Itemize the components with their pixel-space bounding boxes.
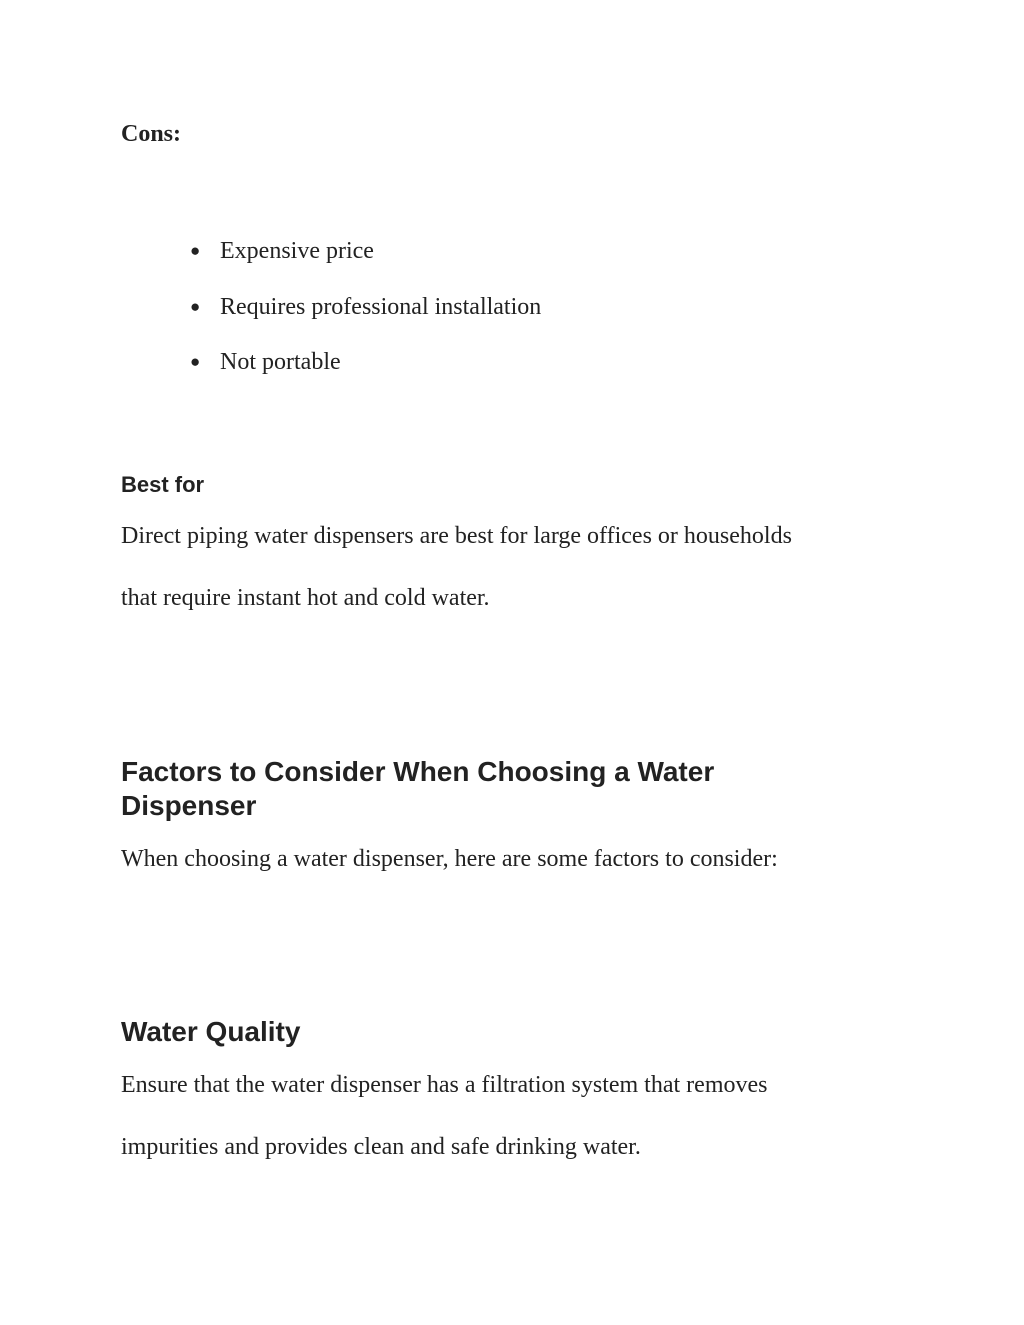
list-item-text: Expensive price bbox=[220, 238, 374, 264]
best-for-heading: Best for bbox=[121, 472, 205, 497]
factors-heading-line-1: Factors to Consider When Choosing a Water bbox=[121, 756, 715, 787]
list-item-text: Requires professional installation bbox=[220, 293, 542, 320]
list-item bbox=[190, 236, 541, 266]
list-item-text: Not portable bbox=[220, 349, 341, 375]
bullet-icon: ● bbox=[190, 352, 201, 371]
water-quality-heading: Water Quality bbox=[121, 1016, 301, 1047]
factors-intro-text: When choosing a water dispenser, here are some factors to consider: bbox=[121, 846, 778, 872]
bullet-icon: ● bbox=[190, 241, 201, 260]
bullet-icon: ● bbox=[190, 296, 201, 316]
cons-heading: Cons: bbox=[121, 121, 182, 147]
best-for-text-line-2: that require instant hot and cold water. bbox=[121, 585, 490, 611]
cons-list bbox=[190, 236, 541, 403]
list-item bbox=[190, 292, 541, 322]
best-for-text-line-1: Direct piping water dispensers are best for large offices or households bbox=[121, 523, 792, 549]
list-item bbox=[190, 347, 541, 377]
factors-heading-line-2: Dispenser bbox=[121, 790, 257, 821]
water-quality-text-line-2: impurities and provides clean and safe drinking water. bbox=[121, 1134, 641, 1160]
water-quality-text-line-1: Ensure that the water dispenser has a filtration system that removes bbox=[121, 1072, 768, 1098]
